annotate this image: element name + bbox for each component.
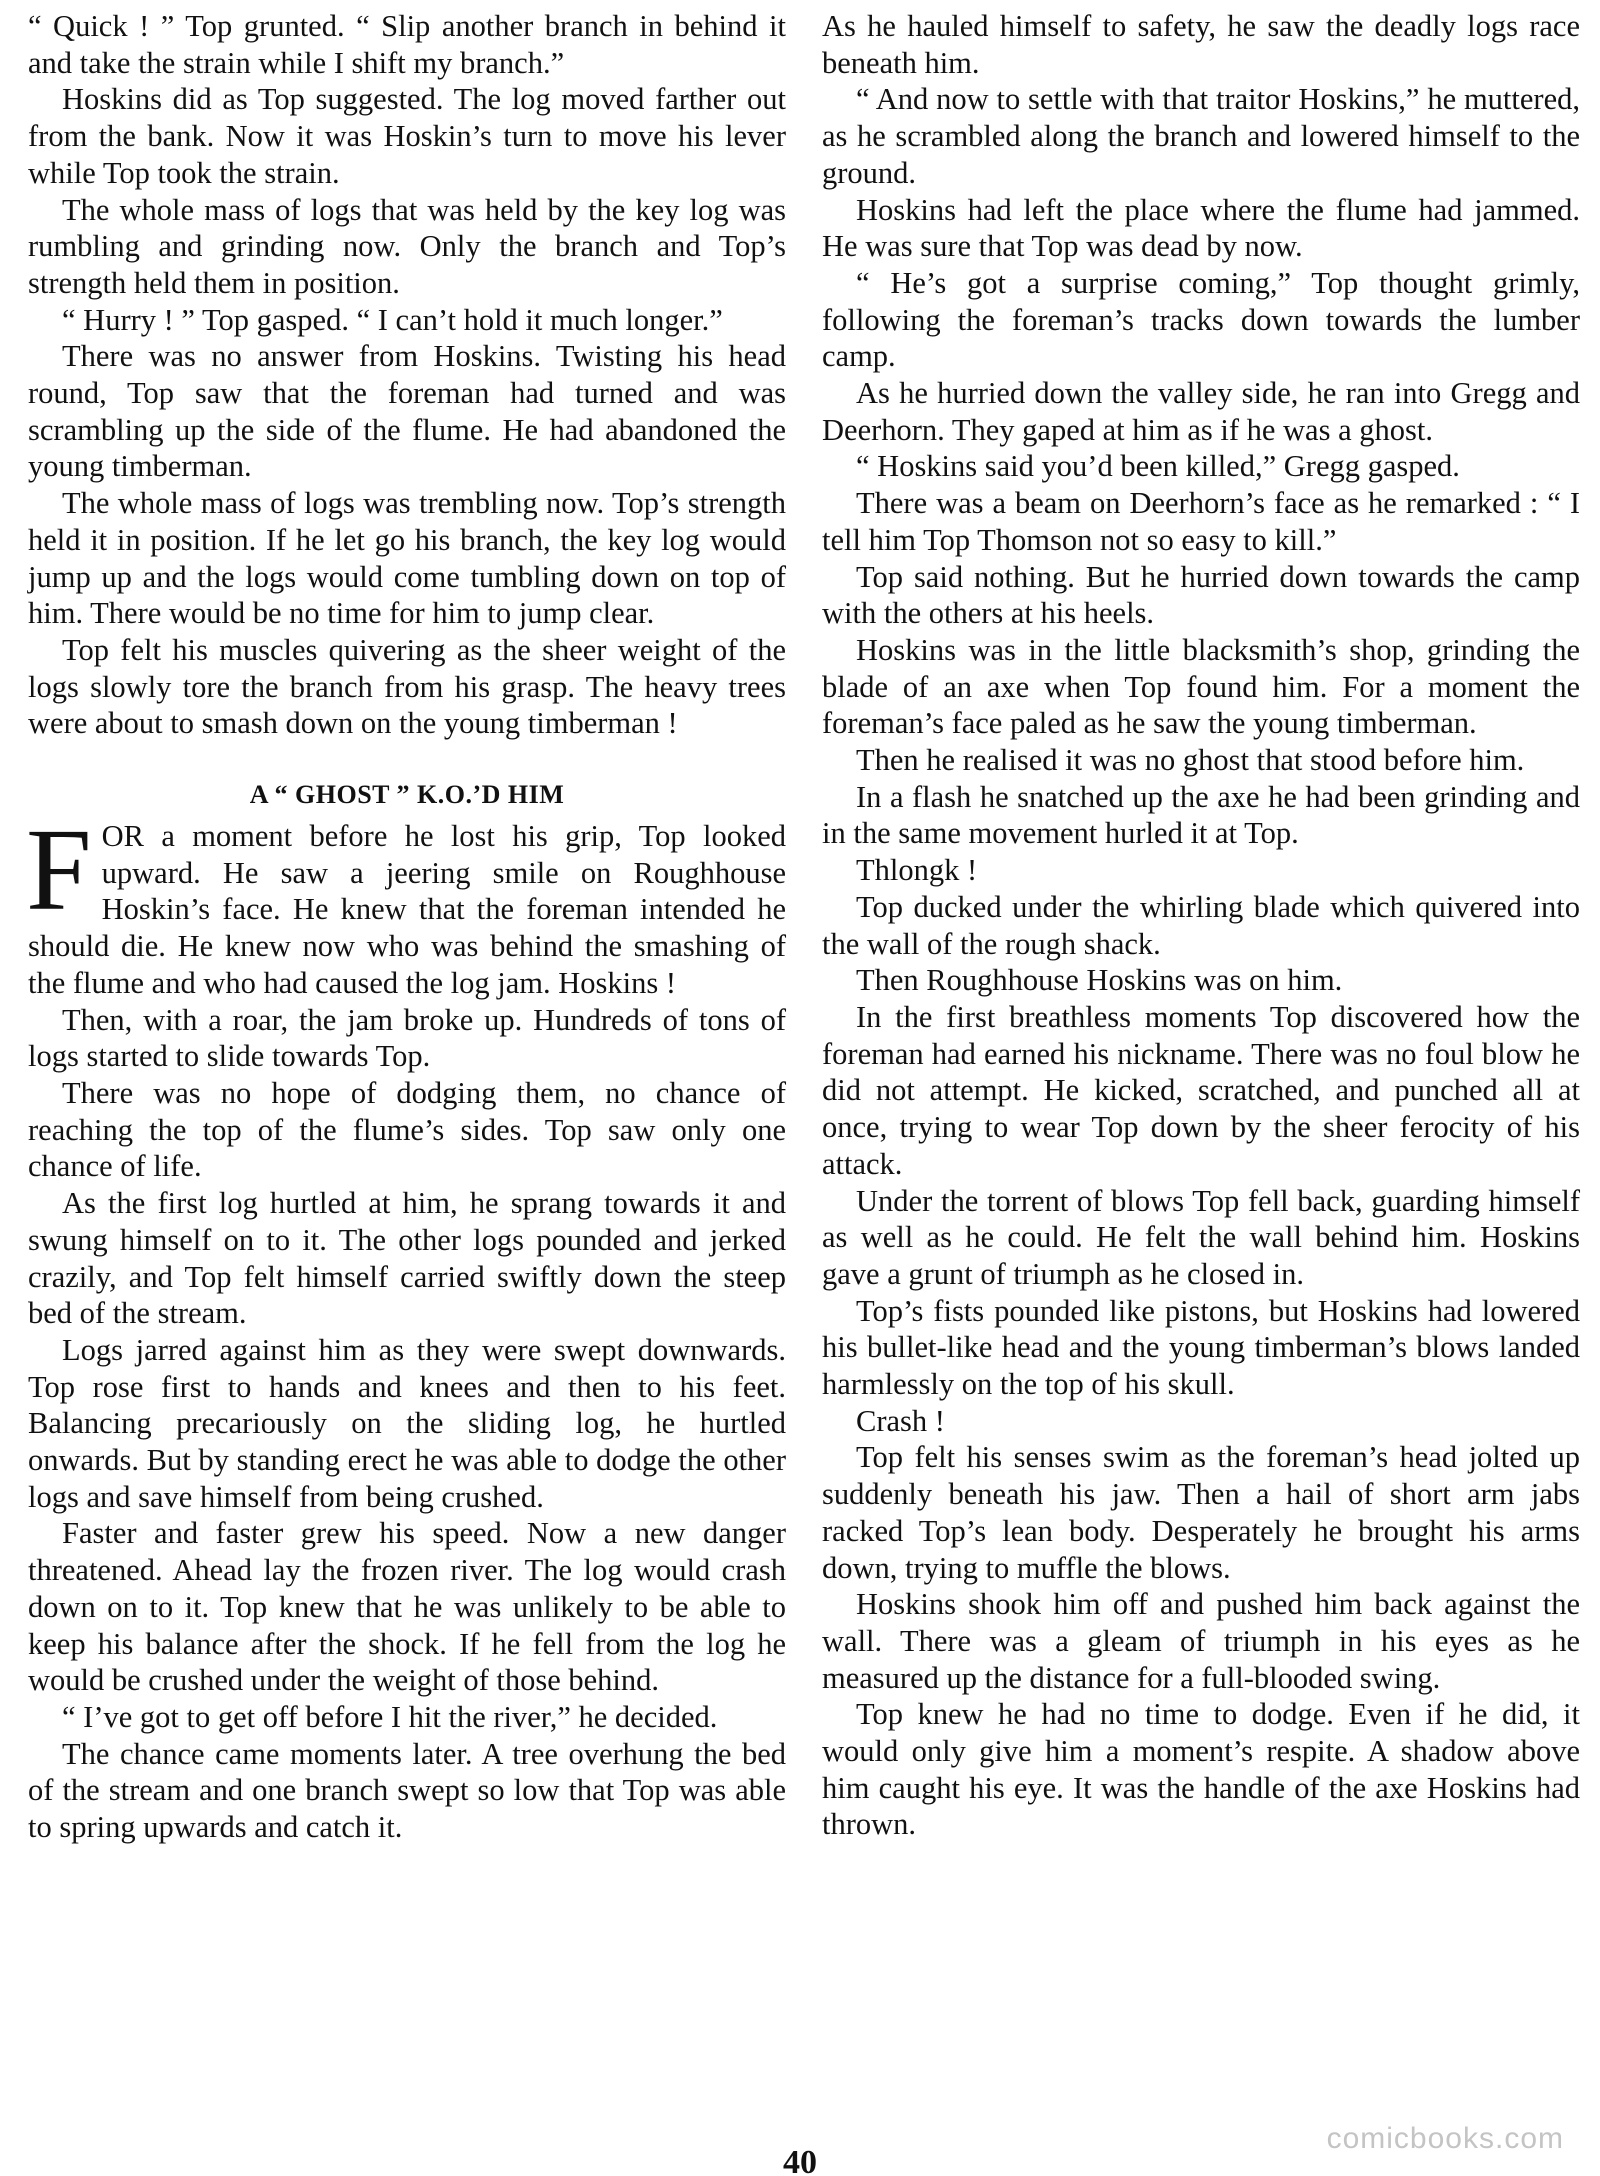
paragraph: “ I’ve got to get off before I hit the river,” he decided. — [62, 1699, 718, 1734]
paragraph: Hoskins did as Top suggested. The log moved farther out from the bank. Now it was Hoskin’s turn to move his lever while Top took the strain. — [28, 82, 786, 190]
paragraph: Under the torrent of blows Top fell back, guarding himself as well as he could. He felt the wall behind him. Hoskins gave a grunt of triumph as he closed in. — [822, 1183, 1580, 1291]
paragraph: Top said nothing. But he hurried down towards the camp with the others at his heels. — [822, 559, 1580, 631]
paragraph: Top ducked under the whirling blade which quivered into the wall of the rough shack. — [822, 889, 1580, 961]
paragraph: There was no hope of dodging them, no chance of reaching the top of the flume’s sides. Top saw only one chance of life. — [28, 1075, 786, 1184]
paragraph: Top knew he had no time to dodge. Even if he did, it would only give him a moment’s respite. A shadow above him caught his eye. It was the handle of the axe Hoskins had thrown. — [822, 1697, 1580, 1842]
paragraph: “ Hurry ! ” Top gasped. “ I can’t hold it much longer.” — [62, 302, 723, 337]
paragraph: The whole mass of logs was trembling now. Top’s strength held it in position. If he let go his branch, the key log would jump up and the logs would come tumbling down on top of him. There would be no time for him to jump clear. — [28, 486, 786, 631]
paragraph: There was no answer from Hoskins. Twisting his head round, Top saw that the foreman had turned and was scrambling up the side of the flume. He had abandoned the young timberman. — [28, 339, 786, 484]
section-heading: A “ GHOST ” K.O.’D HIM — [249, 780, 565, 810]
right-text-column — [822, 8, 1580, 1843]
paragraph: “ He’s got a surprise coming,” Top thought grimly, following the foreman’s tracks down towards the lumber camp. — [822, 265, 1580, 374]
paragraph: Hoskins was in the little blacksmith’s shop, grinding the blade of an axe when Top found him. For a moment the foreman’s face paled as he saw the young timberman. — [822, 632, 1580, 741]
paragraph: The chance came moments later. A tree overhung the bed of the stream and one branch swept so low that Top was able to spring upwards and catch it. — [28, 1736, 786, 1845]
watermark: comicbooks.com — [1326, 2122, 1564, 2155]
paragraph: “ Hoskins said you’d been killed,” Gregg gasped. — [856, 449, 1460, 484]
paragraph: As the first log hurtled at him, he sprang towards it and swung himself on to it. The other logs pounded and jerked crazily, and Top felt himself carried swiftly down the steep bed of the stream. — [28, 1186, 786, 1331]
paragraph-continued: As he hauled himself to safety, he saw the deadly logs race beneath him. — [822, 9, 1580, 80]
drop-cap: F — [26, 804, 92, 936]
paragraph: There was a beam on Deerhorn’s face as he remarked : “ I tell him Top Thomson not so easy to kill.” — [822, 486, 1580, 557]
drop-cap-paragraph — [26, 804, 786, 1002]
paragraph: Then, with a roar, the jam broke up. Hundreds of tons of logs started to slide towards Top. — [28, 1002, 786, 1074]
paragraph: Top felt his senses swim as the foreman’s head jolted up suddenly beneath his jaw. Then a hail of short arm jabs racked Top’s lean body. Desperately he brought his arms down, trying to muffle the blows. — [822, 1440, 1580, 1585]
paragraph: As he hurried down the valley side, he ran into Gregg and Deerhorn. They gaped at him as if he was a ghost. — [822, 376, 1580, 447]
paragraph: Then he realised it was no ghost that stood before him. — [856, 743, 1525, 778]
paragraph: The whole mass of logs that was held by the key log was rumbling and grinding now. Only the branch and Top’s strength held them in position. — [28, 192, 786, 300]
paragraph: Crash ! — [856, 1403, 945, 1438]
page-number: 40 — [783, 2150, 817, 2176]
paragraph: Hoskins shook him off and pushed him back against the wall. There was a gleam of triumph in his eyes as he measured up the distance for a full-blooded swing. — [822, 1587, 1580, 1695]
paragraph: “ And now to settle with that traitor Hoskins,” he muttered, as he scrambled along the branch and lowered himself to the ground. — [822, 82, 1580, 190]
paragraph: Faster and faster grew his speed. Now a new danger threatened. Ahead lay the frozen river. The log would crash down on to it. Top knew that he was unlikely to be able to keep his balance after the shock. If he fell from the log he would be crushed under the weight of those behind. — [28, 1516, 786, 1698]
paragraph: Top felt his muscles quivering as the sheer weight of the logs slowly tore the branch from his grasp. The heavy trees were about to smash down on the young timberman ! — [28, 632, 786, 741]
paragraph: In the first breathless moments Top discovered how the foreman had earned his nickname. There was no foul blow he did not attempt. He kicked, scratched, and punched all at once, trying to wear Top down by the sheer ferocity of his attack. — [822, 999, 1580, 1181]
paragraph: Hoskins had left the place where the flume had jammed. He was sure that Top was dead by now. — [822, 192, 1580, 264]
paragraph: Logs jarred against him as they were swept downwards. Top rose first to hands and knees and then to his feet. Balancing precariously on the sliding log, he hurtled onwards. But by standing erect he was able to dodge the other logs and save himself from being crushed. — [28, 1332, 786, 1514]
paragraph: In a flash he snatched up the axe he had been grinding and in the same movement hurled it at Top. — [822, 779, 1580, 851]
drop-cap-paragraph-text: OR a moment before he lost his grip, Top looked upward. He saw a jeering smile on Roughhouse Hoskin’s face. He knew that the foreman intended he should die. He knew now who was behind the smashing of the flume and who had caused the log jam. Hoskins ! — [28, 819, 786, 1000]
left-text-column — [28, 8, 786, 1846]
paragraph: Top’s fists pounded like pistons, but Hoskins had lowered his bullet-like head and the young timberman’s blows landed harmlessly on the top of his skull. — [822, 1293, 1580, 1402]
paragraph: Thlongk ! — [856, 853, 978, 888]
paragraph: Then Roughhouse Hoskins was on him. — [856, 963, 1343, 998]
paragraph: “ Quick ! ” Top grunted. “ Slip another branch in behind it and take the strain while I shift my branch.” — [28, 9, 786, 80]
